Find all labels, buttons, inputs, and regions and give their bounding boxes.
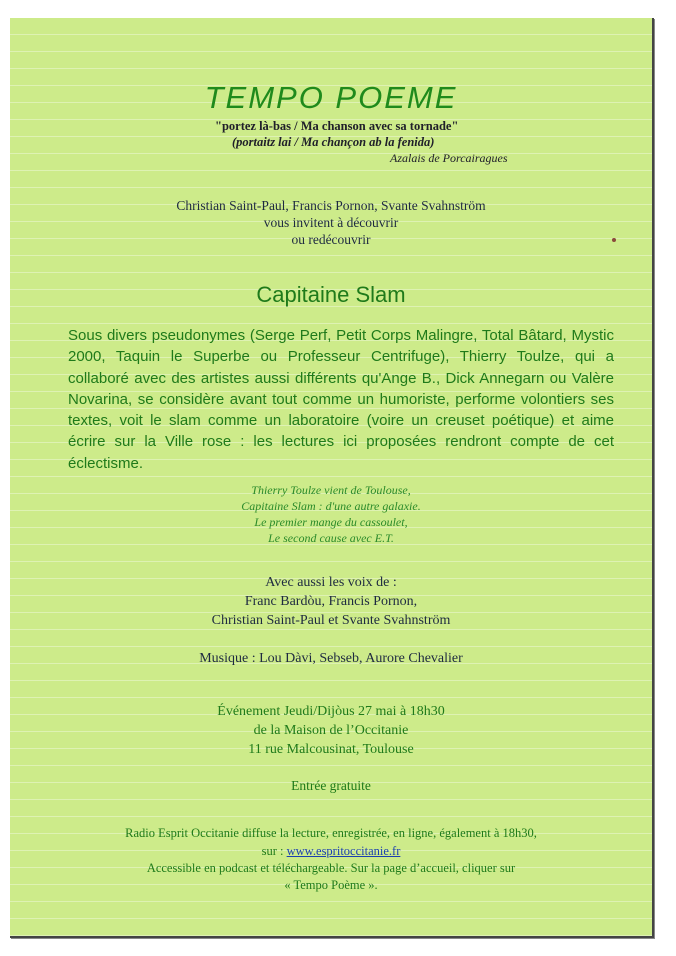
invite-line-3: ou redécouvrir xyxy=(291,232,371,247)
poem-line: Le premier mange du cassoulet, xyxy=(254,515,408,529)
invite-line-1: Christian Saint-Paul, Francis Pornon, Svante Svahnström xyxy=(176,198,486,213)
epigraph-line-1: "portez là-bas / Ma chanson avec sa tornade" xyxy=(215,119,459,133)
invite-line-2: vous invitent à découvrir xyxy=(263,215,399,230)
page-title: TEMPO POEME xyxy=(204,80,458,115)
epigraph-author: Azalais de Porcairagues xyxy=(390,151,508,165)
flyer-page xyxy=(10,18,654,938)
event-date: Événement Jeudi/Dijòus 27 mai à 18h30 xyxy=(217,704,445,719)
radio-line-2 xyxy=(10,844,652,859)
radio-line-3: Accessible en podcast et téléchargeable. Sur la page d’accueil, cliquer sur xyxy=(146,861,516,875)
voices-line-1: Avec aussi les voix de : xyxy=(265,575,397,590)
music-credits: Musique : Lou Dàvi, Sebseb, Aurore Chevalier xyxy=(199,651,463,666)
description-paragraph: Sous divers pseudonymes (Serge Perf, Petit Corps Malingre, Total Bâtard, Mystic 2000, Taquin le Superbe ou Professeur Centrifuge), Thierry Toulze, qui a collaboré avec des artistes aussi différents qu'Ange B., Dick Annegarn ou Valère Novarina, se considère avant tout comme un humoriste, performe volontiers ses textes, voit le slam comme un laboratoire (voire un creuset poétique) et aime écrire sur la Ville rose : les lectures ici proposées rendront compte de cet éclectisme. xyxy=(68,327,614,472)
event-address: 11 rue Malcousinat, Toulouse xyxy=(248,742,414,757)
event-venue: de la Maison de l’Occitanie xyxy=(253,723,409,738)
poem-line: Thierry Toulze vient de Toulouse, xyxy=(251,483,411,497)
entry-fee: Entrée gratuite xyxy=(291,778,371,793)
voices-line-3: Christian Saint-Paul et Svante Svahnström xyxy=(211,613,451,628)
poem-line: Le second cause avec E.T. xyxy=(268,531,394,545)
voices-line-2: Franc Bardòu, Francis Pornon, xyxy=(244,594,418,609)
radio-link-prefix: sur : xyxy=(261,844,287,858)
website-link[interactable]: www.espritoccitanie.fr xyxy=(286,844,401,858)
section-heading: Capitaine Slam xyxy=(256,282,406,307)
radio-line-1: Radio Esprit Occitanie diffuse la lecture, enregistrée, en ligne, également à 18h30, xyxy=(125,826,537,840)
radio-line-4: « Tempo Poème ». xyxy=(284,878,378,892)
epigraph-line-2: (portaitz lai / Ma chançon ab la fenida) xyxy=(232,135,435,149)
poem-line: Capitaine Slam : d'une autre galaxie. xyxy=(241,499,421,513)
speck-mark xyxy=(612,238,616,242)
